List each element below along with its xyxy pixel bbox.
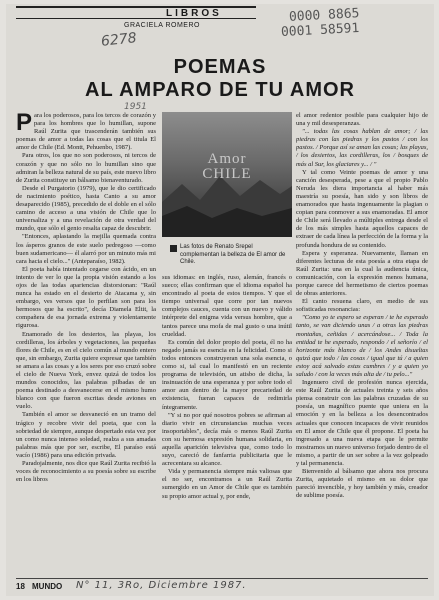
photo-title-text: [162, 152, 292, 182]
middle-paragraph: sus idiomas: en inglés, ruso, alemán, francés o sueco; ellas confirman que el idioma español ha encontrado al poeta de estos tiempos. Y que el tiempo universal que corre por tan nuevos complejos cauces, cuenta con un nuevo y válido intérprete del enigma vida versus hombre, que a tantos parece una mofa de mal gusto o una inútil crueldad.: [162, 274, 292, 338]
archive-stamp-line2: 0001 58591: [280, 20, 360, 41]
left-paragraph: Enamorado de los desiertos, las playas, los cordilleras, los árboles y vegetaciones, las pequeñas flores de Chile, es en el cielo común al mundo entero que, sin embargo, Zurita quiere expresar que también se amara a las cosas y a los seres por eso cruzó sobre el cielo de Nueva York, envez quizá de todos los mundos conocidos, las palabras pilbadas de un poema destinado a desvanecerse en el mismo humo blanco con que fueron escritas desde aviones en vuelo.: [16, 330, 156, 411]
right-paragraph: Espera y esperanza. Nuevamente, llaman en diferentes lecturas de esta poesía a otra etapa de Raúl Zurita: una en la cual la audiencia única, comunicación, con la expresión menos humana, porque carece del hermetismo de ciertos poemas de obras anteriores.: [296, 249, 428, 298]
right-paragraph: el amor redentor posible para cualquier hijo de una y mil desesperanzas.: [296, 112, 428, 128]
archive-stamp-line1: 0000 8865: [288, 6, 360, 25]
book-cover-photo: [162, 112, 292, 237]
article-title: [6, 56, 434, 102]
left-paragraph: Paradojalmente, nos dice que Raúl Zurita recibió la voces de reconocimiento a su poesía sobre su escribe en los libros: [16, 460, 156, 484]
newspaper-page: [6, 4, 434, 596]
photo-text-line1: Amor: [207, 151, 247, 167]
left-column: [16, 112, 156, 574]
left-paragraph-text: ara los poderosos, para los tercos de corazón y para los hombres que lo humillan, supone Raúl Zurita que trascenderán también sus poemas de amor a todas las cosas que el titula El amor de Chile (Ed. Montt, Pehuenbo, 1987).: [16, 112, 156, 152]
author-byline: GRACIELA ROMERO: [124, 22, 200, 29]
drop-cap: P: [16, 112, 33, 136]
right-column: [296, 112, 428, 574]
right-paragraph: "... todas las cosas hablan de amor; / las piedras con las piedras y los pastos / con los pastos. / Porque así se aman las cosas; las playas, / los desiertos, las cordilleras, los / bosques de más al Sur, los glaciares y... / ": [296, 128, 428, 168]
handwritten-catalog-number: 6278: [100, 30, 138, 50]
right-paragraph: Bienvenido al bálsamo que ahora nos procura Zurita, aquietado el mismo en su dolor que pareció invencible, y hoy también y más, creador de sublime poesía.: [296, 468, 428, 500]
middle-paragraph: Es común del dolor propio del poeta, él no ha negado jamás su esencia en la felicidad. Como si todos entonces construyeran una sola esencia, o como si, tal cual lo manifestó en un reciente programa de televisión, un atisbo de dicha, la insinuación de una esperanza y por sobre todo el amor aun dentro de la mayor precariedad de existencia, fueran capaces de redimirla íntegramente.: [162, 338, 292, 411]
left-paragraph: "Entonces, aplastando la mejilla quemada contra los ásperos granos de este suelo pedregoso —como buen sudamericano— él alarró por un minuto más mi cara hacia el cielo..." (Anteparaíso, 1982).: [16, 233, 156, 265]
caption-marker: [170, 245, 177, 252]
middle-paragraph: Vida y permanencia siempre más valiosas que el no ser, encontramos a un Raúl Zurita sumergido en un Amor de Chile que es también su propio amor actual y, por ende,: [162, 468, 292, 500]
handwritten-date-note: N° 11, 3Ro, Diciembre 1987.: [76, 580, 247, 591]
page-footer: [16, 578, 428, 592]
page-number: 18: [16, 582, 25, 591]
magazine-name: MUNDO: [32, 582, 63, 591]
title-line2: AL AMPARO DE TU AMOR: [85, 79, 355, 101]
right-paragraph: El canto resuena claro, en medio de sus sofisticadas resonancias:: [296, 298, 428, 314]
section-bar: [16, 6, 256, 19]
right-paragraph: Ingenuero civil de profesión nunca ejercida, este Raúl Zurita de actuales treinta y seis años piensa construir con las palabras cruzadas de su poesía, un magnífico puente que uniera en la emoción y en la belleza a los desencontrados actuales que conocen incapaces de vivir reunidos en El amor de Chile que él propone. El poeta ha ingresado a una nueva etapa que le permite mostrarnos un nuevo universo forjado dentro de el mismo, a partir de un ser sobre a la vez golpeado y tal permanencia.: [296, 379, 428, 468]
right-paragraph: "Como yo te espero se esperan / te he esperado tanto, se van diciendo unas / a otras las piedras montañas, ceñidas / acercándose... / Toda la entidad te he esperado, respondo / el señorío / el horizonte más blanco de / los Andes disueltas quizá que todo / las cosas / igual que tú / a quien estoy acá salvado estas cumbres / y a quien yo saludo / con la veces más alta de / tu pelo...": [296, 314, 428, 378]
left-paragraph-first: [16, 112, 156, 152]
photo-caption: Las fotos de Renato Srepel complementan la belleza de El amor de Chile.: [180, 244, 286, 265]
section-label: LIBROS: [166, 8, 222, 19]
middle-column: [162, 274, 292, 574]
photo-text-line2: CHILE: [202, 166, 252, 182]
left-paragraph: Para otros, los que no son poderosos, ni tercos de corazón y que no sólo no lo humillan sino que admiran la belleza natural de su país, este nuevo libro de Zurita constituye un bálsamo bienaventurado.: [16, 152, 156, 184]
right-paragraph: Y tal como Veinte poemas de amor y una canción desesperada, pese a que el propio Pablo Neruda les diera importancia al haber más maestría su poesía, han sido y son libros de enamorados que hasta ingenuamente la plagian o copian para conmover a sus enamoradas. El amor de Chile será llevado a múltiples entrega desde el de los más simples hasta aquellos capaces de extraer de cada línea la perfección de la forma y la profunda hondura de su contenido.: [296, 168, 428, 249]
left-paragraph: Desde el Purgatorio (1979), que le dio certificado de nacimiento poético, hasta Canto a su amor desaparecido (1985), precedido de el doble en el sólo camino de acceso a una visión de Chile que lo universaliza y a una revelación de otra verdad del mundo, que sólo el genio resalta capaz de descubrir.: [16, 184, 156, 233]
middle-paragraph: "Y si no por qué nosotros pobres se afirman al diario vivir en circunstancias muchas veces insoportables", decía más o menos Raúl Zurita con su hermosa expresión humana solidaria, en aquella aparición televisiva que, como todo lo suyo, careció de fanfarria publicitaria que le acrecentara su alcance.: [162, 411, 292, 468]
left-paragraph: También el amor se desvaneció en un tramo del trágico y recobre vivir del poeta, que con la sobriedad de siempre, aunque despertado esta vez por un como nunca intenso soledad, realza a sus amadas palabras más que por ser, escribe, El paraíso está vacío (1986) para una edición privada.: [16, 411, 156, 459]
left-paragraph: El poeta había intentado cegarse con ácido, en un intento de ver lo que la propia visión estando a los ojos de las todas apariencias distorsionan: "Raúl nunca ha estado en el desierto de Atacama y, sin embargo, ves versos que lo perfilan son para los hermosos que ha escrito", decía Diamela Eltit, la compañera de esa jornada extrema y violentamente rigurosa.: [16, 265, 156, 330]
handwritten-year-mark: 1951: [124, 102, 147, 112]
title-line1: POEMAS: [173, 56, 267, 78]
